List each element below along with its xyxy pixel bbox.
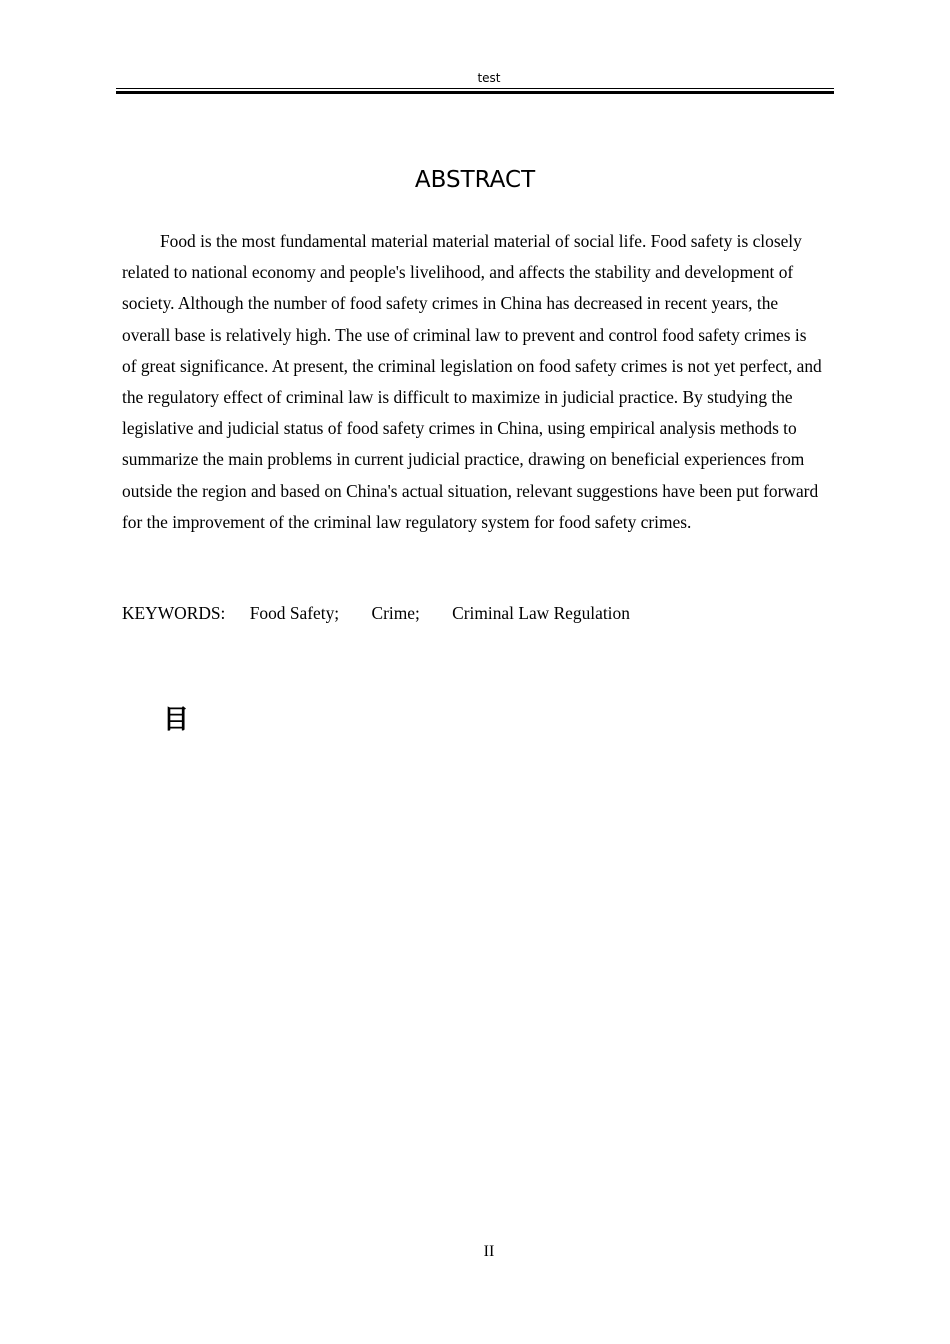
keyword-item: Criminal Law Regulation <box>452 603 630 623</box>
page-header-text: test <box>477 71 501 85</box>
keyword-item: Crime; <box>371 603 420 623</box>
abstract-body: Food is the most fundamental material material material of social life. Food safety is closely related to national economy and people's livelihood, and affects the stability and development of society. Although the number of food safety crimes in China has decreased in recent years, the overall base is relatively high. The use of criminal law to prevent and control food safety crimes is of great significance. At present, the criminal legislation on food safety crimes is not yet perfect, and the regulatory effect of criminal law is difficult to maximize in judicial practice. By studying the legislative and judicial status of food safety crimes in China, using empirical analysis methods to summarize the main problems in current judicial practice, drawing on beneficial experiences from outside the region and based on China's actual situation, relevant suggestions have been put forward for the improvement of the criminal law regulatory system for food safety crimes. <box>122 231 822 532</box>
keyword-item: Food Safety; <box>249 603 340 623</box>
abstract-title: ABSTRACT <box>414 167 536 193</box>
keywords-line <box>122 598 658 629</box>
toc-heading-fragment: 目 <box>163 705 190 735</box>
header-double-rule <box>116 88 834 94</box>
page-number: II <box>483 1243 495 1260</box>
keywords-label: KEYWORDS: <box>122 603 226 623</box>
